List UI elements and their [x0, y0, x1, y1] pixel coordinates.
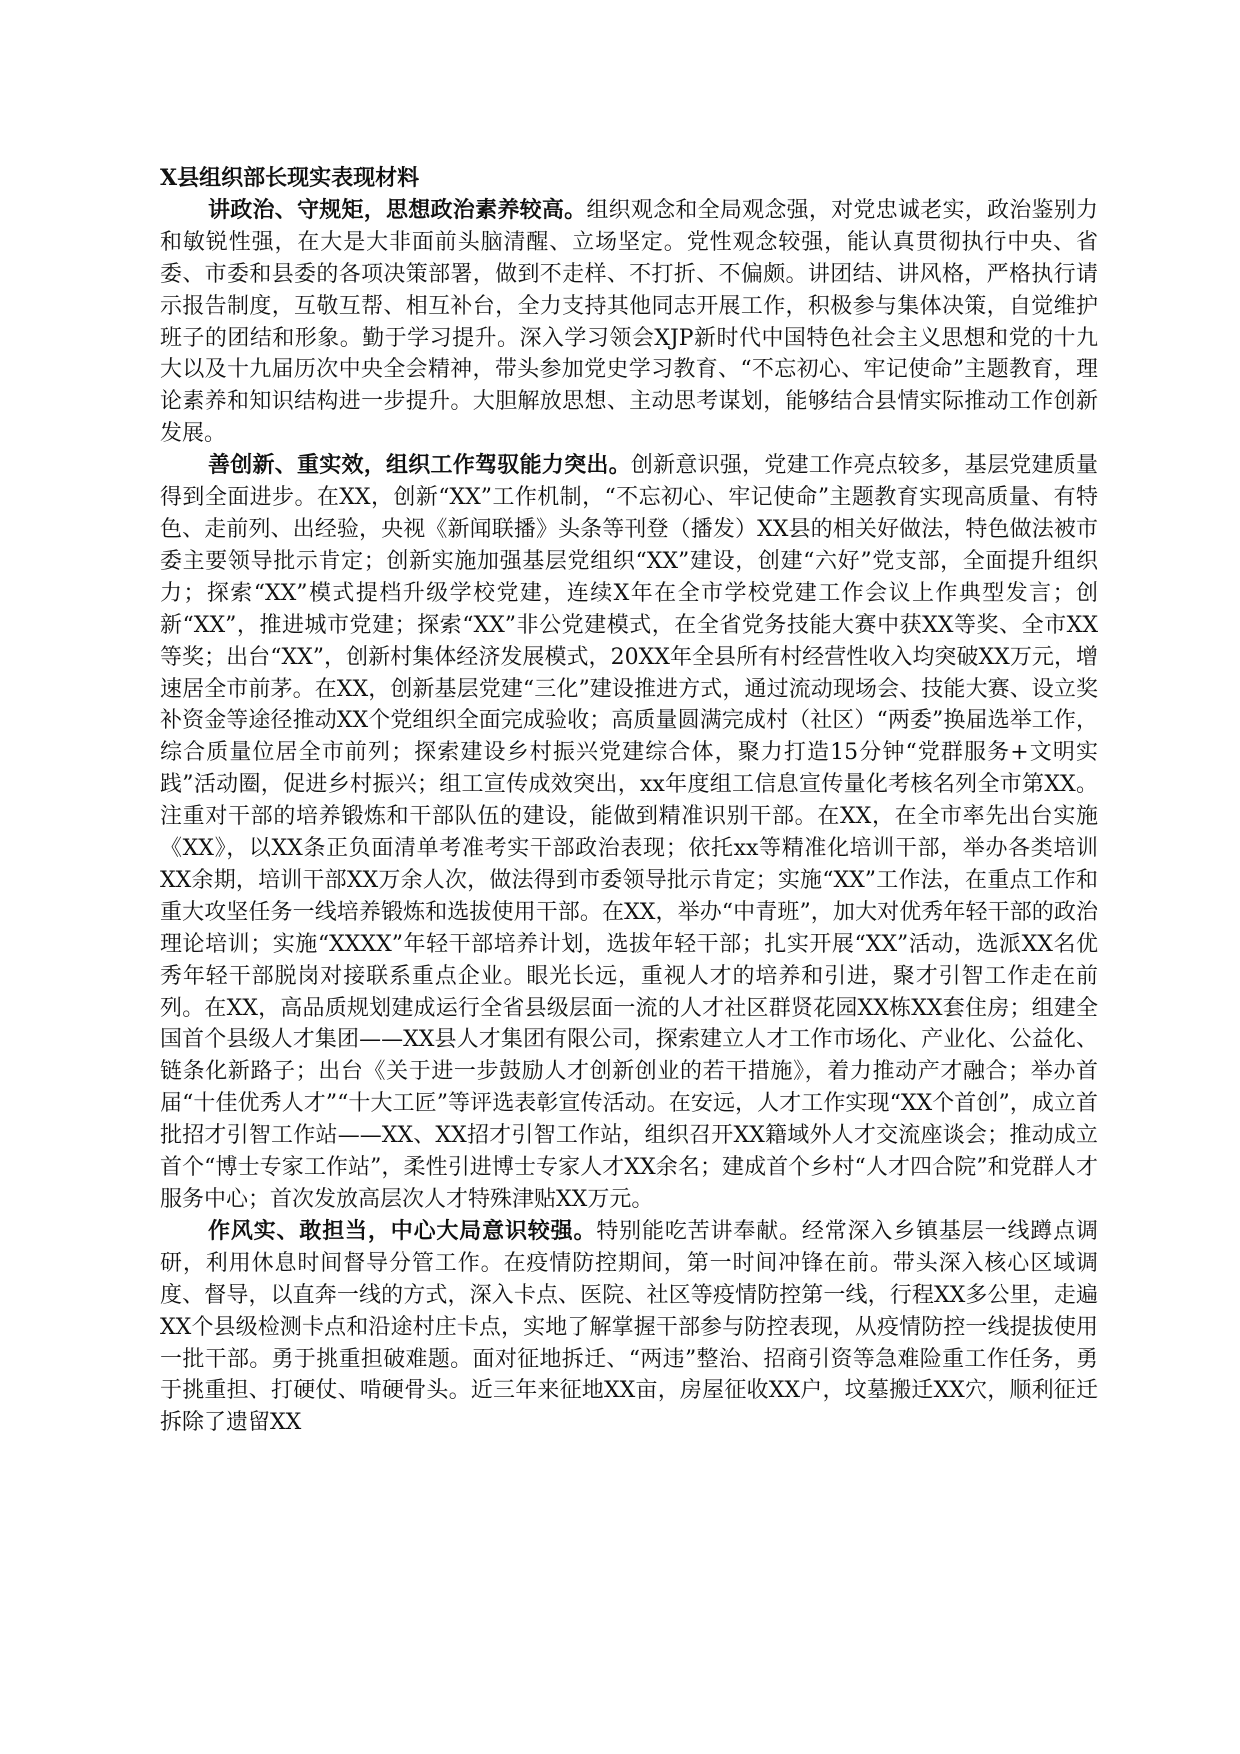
paragraph-body: 创新意识强，党建工作亮点较多，基层党建质量得到全面进步。在XX，创新“XX”工作机制，“不忘初心、牢记使命”主题教育实现高质量、有特色、走前列、出经验，央视《新闻联播》头条等刊登（播发）XX县的相关好做法，特色做法被市委主要领导批示肯定；创新实施加强基层党组织“XX”建设，创建“六好”党支部，全面提升组织力；探索“XX”模式提档升级学校党建，连续X年在全市学校党建工作会议上作典型发言；创新“XX”，推进城市党建；探索“XX”非公党建模式，在全省党务技能大赛中获XX等奖、全市XX等奖；出台“XX”，创新村集体经济发展模式，20XX年全县所有村经营性收入均突破XX万元，增速居全市前茅。在XX，创新基层党建“三化”建设推进方式，通过流动现场会、技能大赛、设立奖补资金等途径推动XX个党组织全面完成验收；高质量圆满完成村（社区）“两委”换届选举工作，综合质量位居全市前列；探索建设乡村振兴党建综合体，聚力打造15分钟“党群服务+文明实践”活动圈，促进乡村振兴；组工宣传成效突出，xx年度组工信息宣传量化考核名列全市第XX。注重对干部的培养锻炼和干部队伍的建设，能做到精准识别干部。在XX，在全市率先出台实施《XX》，以XX条正负面清单考准考实干部政治表现；依托xx等精准化培训干部，举办各类培训XX余期，培训干部XX万余人次，做法得到市委领导批示肯定；实施“XX”工作法，在重点工作和重大攻坚任务一线培养锻炼和选拔使用干部。在XX，举办“中青班”，加大对优秀年轻干部的政治理论培训；实施“XXXX”年轻干部培养计划，选拔年轻干部；扎实开展“XX”活动，选派XX名优秀年轻干部脱岗对接联系重点企业。眼光长远，重视人才的培养和引进，聚才引智工作走在前列。在XX，高品质规划建成运行全省县级层面一流的人才社区群贤花园XX栋XX套住房；组建全国首个县级人才集团——XX县人才集团有限公司，探索建立人才工作市场化、产业化、公益化、链条化新路子；出台《关于进一步鼓励人才创新创业的若干措施》，着力推动产才融合；举办首届“十佳优秀人才”“十大工匠”等评选表彰宣传活动。在安远，人才工作实现“XX个首创”，成立首批招才引智工作站——XX、XX招才引智工作站，组织召开XX籍域外人才交流座谈会；推动成立首个“博士专家工作站”，柔性引进博士专家人才XX余名；建成首个乡村“人才四合院”和党群人才服务中心；首次发放高层次人才特殊津贴XX万元。	[160, 453, 1098, 1212]
paragraph-lead: 善创新、重实效，组织工作驾驭能力突出。	[208, 452, 631, 479]
paragraph-style	[160, 1216, 1098, 1439]
paragraph-body: 特别能吃苦讲奉献。经常深入乡镇基层一线蹲点调研，利用休息时间督导分管工作。在疫情防控期间，第一时间冲锋在前。带头深入核心区域调度、督导，以直奔一线的方式，深入卡点、医院、社区等疫情防控第一线，行程XX多公里，走遍XX个县级检测卡点和沿途村庄卡点，实地了解掌握干部参与防控表现，从疫情防控一线提拔使用一批干部。勇于挑重担破难题。面对征地拆迁、“两违”整治、招商引资等急难险重工作任务，勇于挑重担、打硬仗、啃硬骨头。近三年来征地XX亩，房屋征收XX户，坟墓搬迁XX穴，顺利征迁拆除了遗留XX	[160, 1218, 1098, 1436]
document-page	[160, 163, 1098, 1723]
document-title: X县组织部长现实表现材料	[160, 165, 420, 191]
paragraph-innovation	[160, 450, 1098, 1216]
paragraph-lead: 讲政治、守规矩，思想政治素养较高。	[208, 196, 587, 223]
paragraph-political	[160, 195, 1098, 450]
paragraph-lead: 作风实、敢担当，中心大局意识较强。	[208, 1217, 597, 1244]
paragraph-body: 组织观念和全局观念强，对党忠诚老实，政治鉴别力和敏锐性强，在大是大非面前头脑清醒、立场坚定。党性观念较强，能认真贯彻执行中央、省委、市委和县委的各项决策部署，做到不走样、不打折、不偏颇。讲团结、讲风格，严格执行请示报告制度，互敬互帮、相互补台，全力支持其他同志开展工作，积极参与集体决策，自觉维护班子的团结和形象。勤于学习提升。深入学习领会XJP新时代中国特色社会主义思想和党的十九大以及十九届历次中央全会精神，带头参加党史学习教育、“不忘初心、牢记使命”主题教育，理论素养和知识结构进一步提升。大胆解放思想、主动思考谋划，能够结合县情实际推动工作创新发展。	[160, 197, 1098, 447]
